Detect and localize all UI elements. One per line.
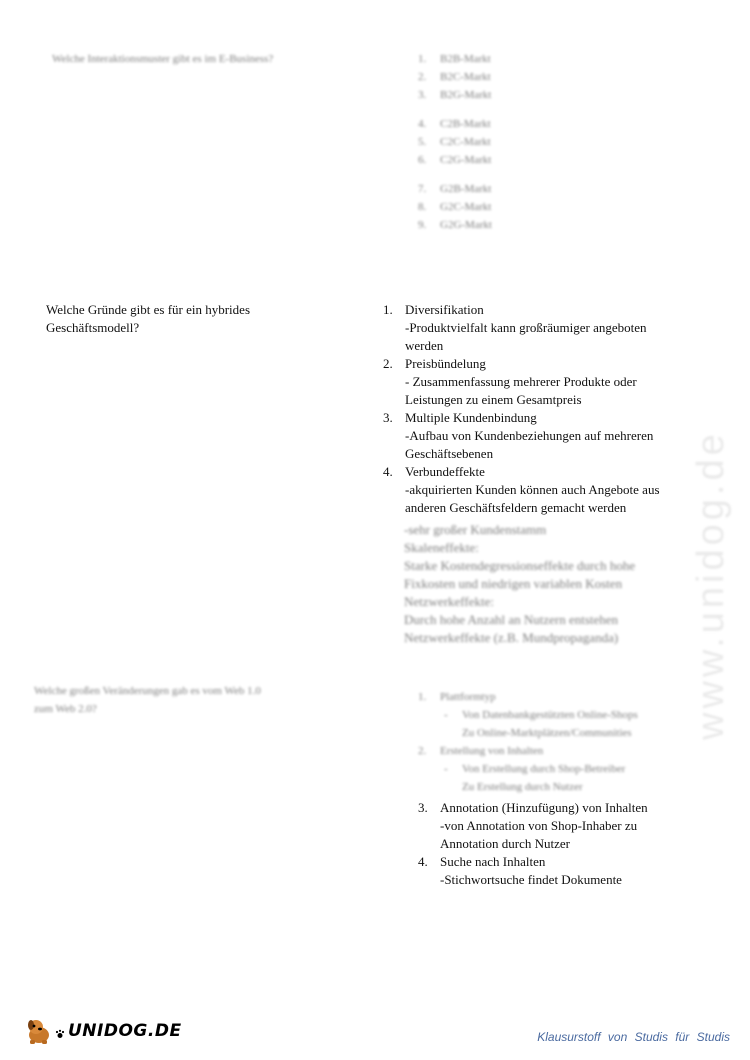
list-item bbox=[418, 688, 638, 742]
item-text: B2G-Markt bbox=[440, 89, 492, 101]
item-line: Annotation durch Nutzer bbox=[440, 836, 570, 851]
item-number: 2. bbox=[383, 356, 393, 371]
answer-list-3 bbox=[418, 799, 648, 889]
item-text: C2C-Markt bbox=[440, 136, 491, 148]
question-2-line2: Geschäftsmodell? bbox=[46, 320, 140, 335]
item-number: 4. bbox=[418, 118, 427, 130]
item-number: 1. bbox=[383, 302, 393, 317]
blurred-line: -sehr großer Kundenstamm bbox=[404, 522, 547, 537]
question-2 bbox=[46, 301, 250, 337]
sub-item-text: Von Datenbankgestützten Online-Shops bbox=[462, 709, 638, 721]
blurred-line: Netzwerkeffekte (z.B. Mundpropaganda) bbox=[404, 630, 619, 645]
item-line: anderen Geschäftsfeldern gemacht werden bbox=[405, 500, 627, 515]
item-number: 1. bbox=[418, 691, 427, 703]
item-number: 2. bbox=[418, 71, 427, 83]
list-item bbox=[418, 180, 492, 198]
item-line: Geschäftsebenen bbox=[405, 446, 494, 461]
list-item bbox=[418, 198, 492, 216]
item-text: G2G-Markt bbox=[440, 219, 492, 231]
item-text: G2C-Markt bbox=[440, 201, 492, 213]
item-title: Annotation (Hinzufügung) von Inhalten bbox=[440, 800, 648, 815]
question-3-line2: zum Web 2.0? bbox=[34, 703, 97, 715]
list-item bbox=[383, 301, 660, 355]
item-number: 5. bbox=[418, 136, 427, 148]
item-title: Plattformtyp bbox=[440, 691, 496, 703]
item-title: Suche nach Inhalten bbox=[440, 854, 546, 869]
question-1: Welche Interaktionsmuster gibt es im E-Business? bbox=[52, 53, 274, 65]
question-3-line1: Welche großen Veränderungen gab es vom Web 1.0 bbox=[34, 685, 261, 697]
item-number: 6. bbox=[418, 154, 427, 166]
item-number: 7. bbox=[418, 183, 427, 195]
question-2-line1: Welche Gründe gibt es für ein hybrides bbox=[46, 302, 251, 317]
unidog-logo[interactable] bbox=[24, 1016, 182, 1046]
item-number: 8. bbox=[418, 201, 427, 213]
list-item bbox=[383, 355, 660, 409]
blurred-list-3 bbox=[418, 688, 638, 796]
item-number: 4. bbox=[383, 464, 393, 479]
item-line: -Aufbau von Kundenbeziehungen auf mehreren bbox=[405, 428, 654, 443]
item-line: Leistungen zu einem Gesamtpreis bbox=[405, 392, 582, 407]
blurred-line: Fixkosten und niedrigen variablen Kosten bbox=[404, 576, 623, 591]
list-item bbox=[418, 216, 492, 234]
list-item bbox=[418, 68, 492, 86]
logo-text: UNIDOG.DE bbox=[68, 1021, 182, 1041]
sub-item-text: Von Erstellung durch Shop-Betreiber bbox=[462, 763, 626, 775]
item-text: C2B-Markt bbox=[440, 118, 491, 130]
sub-item bbox=[440, 778, 638, 796]
list-item bbox=[418, 133, 492, 151]
item-text: B2C-Markt bbox=[440, 71, 491, 83]
sub-item bbox=[440, 724, 638, 742]
sub-item bbox=[440, 760, 638, 778]
item-line: werden bbox=[405, 338, 444, 353]
item-title: Verbundeffekte bbox=[405, 464, 485, 479]
sub-item-text: Zu Online-Marktplätzen/Communities bbox=[462, 727, 632, 739]
list-item bbox=[418, 799, 648, 853]
item-line: -Produktvielfalt kann großräumiger angeboten bbox=[405, 320, 647, 335]
list-item bbox=[418, 86, 492, 104]
item-number: 9. bbox=[418, 219, 427, 231]
blurred-line: Netzwerkeffekte: bbox=[404, 594, 494, 609]
list-item bbox=[383, 409, 660, 463]
item-number: 2. bbox=[418, 745, 427, 757]
list-item bbox=[418, 853, 648, 889]
item-text: B2B-Markt bbox=[440, 53, 491, 65]
item-title: Erstellung von Inhalten bbox=[440, 745, 544, 757]
dash-bullet: - bbox=[444, 763, 448, 775]
dash-bullet: - bbox=[444, 709, 448, 721]
item-text: C2G-Markt bbox=[440, 154, 492, 166]
item-number: 1. bbox=[418, 53, 427, 65]
list-item bbox=[383, 463, 660, 517]
paw-icon bbox=[55, 1029, 65, 1039]
watermark: www.unidog.de bbox=[690, 430, 732, 740]
dog-icon bbox=[24, 1016, 54, 1046]
sub-item bbox=[440, 706, 638, 724]
list-item bbox=[418, 151, 492, 169]
answer-list-2 bbox=[383, 301, 660, 517]
sub-item-text: Zu Erstellung durch Nutzer bbox=[462, 781, 583, 793]
item-title: Preisbündelung bbox=[405, 356, 486, 371]
item-line: -von Annotation von Shop-Inhaber zu bbox=[440, 818, 638, 833]
item-title: Diversifikation bbox=[405, 302, 484, 317]
footer-tagline: Klausurstoff von Studis für Studis bbox=[537, 1030, 730, 1044]
item-number: 3. bbox=[418, 800, 428, 815]
item-line: -akquirierten Kunden können auch Angebote aus bbox=[405, 482, 660, 497]
blurred-line: Starke Kostendegressionseffekte durch hohe bbox=[404, 558, 636, 573]
list-item bbox=[418, 742, 638, 796]
blurred-line: Durch hohe Anzahl an Nutzern entstehen bbox=[404, 612, 619, 627]
item-line: -Stichwortsuche findet Dokumente bbox=[440, 872, 622, 887]
list-item bbox=[418, 50, 492, 68]
group-gap bbox=[418, 104, 492, 115]
blurred-notes-2 bbox=[404, 521, 635, 647]
item-number: 3. bbox=[418, 89, 427, 101]
group-gap bbox=[418, 169, 492, 180]
item-number: 4. bbox=[418, 854, 428, 869]
list-item bbox=[418, 115, 492, 133]
answer-list-1 bbox=[418, 50, 492, 234]
question-3 bbox=[34, 682, 261, 718]
item-text: G2B-Markt bbox=[440, 183, 492, 195]
item-title: Multiple Kundenbindung bbox=[405, 410, 537, 425]
item-line: - Zusammenfassung mehrerer Produkte oder bbox=[405, 374, 637, 389]
blurred-line: Skaleneffekte: bbox=[404, 540, 479, 555]
item-number: 3. bbox=[383, 410, 393, 425]
